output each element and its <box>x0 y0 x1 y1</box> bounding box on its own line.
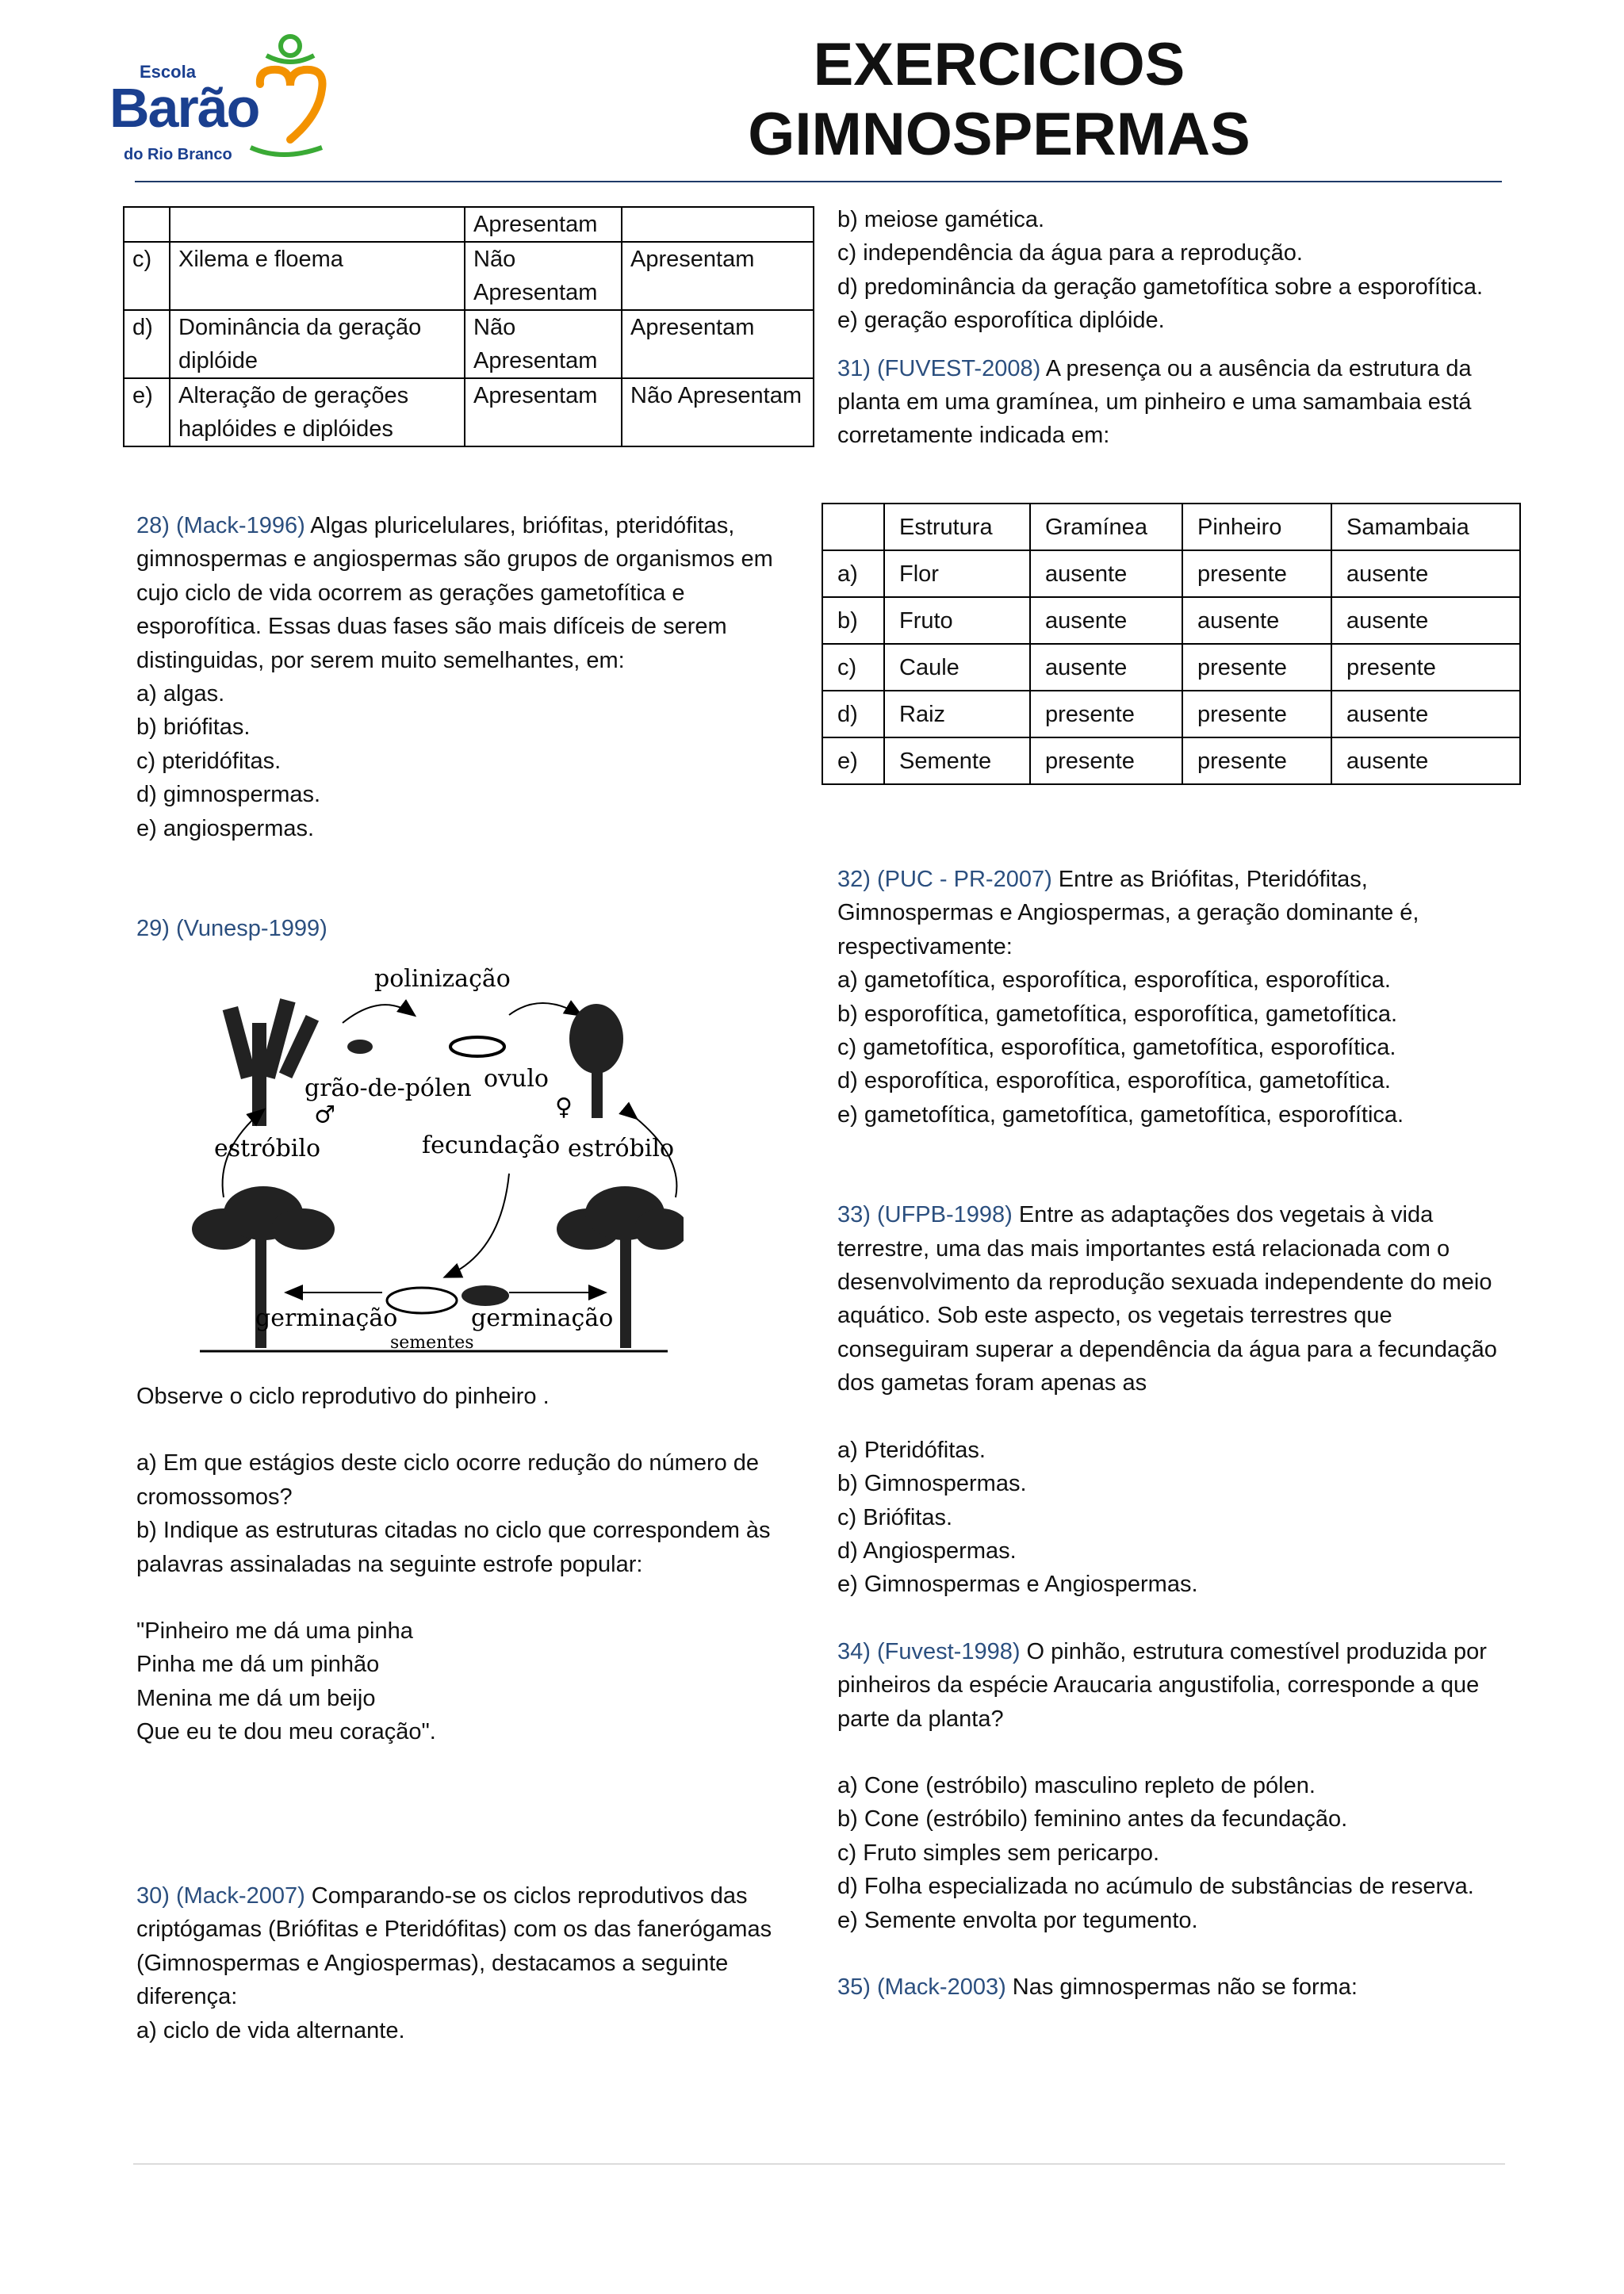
table-row <box>124 207 814 242</box>
table-row <box>124 378 814 446</box>
table-cell: e) <box>124 378 170 446</box>
logo-rio-branco-text: do Rio Branco <box>124 146 232 163</box>
question-32-option: e) gametofítica, gametofítica, gametofítica, esporofítica. <box>837 1101 1404 1128</box>
label-germinacao-right: germinação <box>471 1304 614 1332</box>
table-header-cell: Samambaia <box>1331 504 1520 550</box>
question-31-stem <box>837 352 1503 453</box>
question-28-option: e) angiospermas. <box>136 815 315 841</box>
label-sementes: sementes <box>390 1333 474 1353</box>
table-cell: Não Apresentam <box>465 310 622 378</box>
female-strobilus-icon <box>569 1004 623 1118</box>
question-32-option: a) gametofítica, esporofítica, esporofítica, esporofítica. <box>837 967 1391 994</box>
table-cell: ausente <box>1331 597 1520 644</box>
logo-escola-text: Escola <box>140 62 196 82</box>
pollination-arrow-right <box>509 1003 580 1015</box>
question-32-source: 32) (PUC - PR-2007) <box>837 867 1052 892</box>
question-34-source: 34) (Fuvest-1998) <box>837 1638 1021 1664</box>
label-ovulo: ovulo <box>484 1065 549 1093</box>
title-line-2: GIMNOSPERMAS <box>748 101 1251 168</box>
question-28-option: d) gimnospermas. <box>136 782 321 808</box>
male-symbol: ♂ <box>314 1101 335 1129</box>
table-cell: ausente <box>1331 691 1520 737</box>
table-cell: ausente <box>1182 597 1331 644</box>
table-cell: d) <box>822 691 884 737</box>
page-title <box>698 30 1300 170</box>
fertilization-arrow <box>446 1174 509 1277</box>
question-32-option: d) esporofítica, esporofítica, esporofítica, gametofítica. <box>837 1068 1391 1094</box>
school-logo <box>103 27 341 162</box>
question-34-stem <box>837 1635 1503 1736</box>
verse-line: "Pinheiro me dá uma pinha <box>136 1618 413 1645</box>
label-germinacao-left: germinação <box>255 1304 398 1332</box>
question-30-option: b) meiose gamética. <box>837 207 1045 232</box>
question-33-text: Entre as adaptações dos vegetais à vida terrestre, uma das mais importantes está relacionada com o desenvolvimento da reprodução sexuada independente do meio aquático. Sob este aspecto, os vegetais terrestres que conseguiram superar a dependência da água para a fecundação dos gametas foram apenas as <box>837 1202 1497 1396</box>
question-29-part-b: b) Indique as estruturas citadas no ciclo que correspondem às palavras assinaladas na seguinte estrofe popular: <box>136 1518 771 1577</box>
spacer <box>136 879 802 912</box>
table-cell: ausente <box>1331 737 1520 784</box>
question-32-text: Entre as Briófitas, Pteridófitas, Gimnospermas e Angiospermas, a geração dominante é, respectivamente: <box>837 867 1419 959</box>
pollination-arrow-left <box>343 1005 414 1023</box>
label-estrobilo-left: estróbilo <box>214 1135 321 1162</box>
pine-reproductive-cycle-diagram <box>176 959 684 1356</box>
question-35-text: Nas gimnospermas não se forma: <box>1005 1974 1358 2000</box>
pollen-grain-icon <box>347 1040 373 1054</box>
spacer <box>136 1413 802 1446</box>
header-divider <box>135 181 1502 182</box>
question-28-stem <box>136 509 802 677</box>
table-row <box>822 737 1520 784</box>
table-cell: b) <box>822 597 884 644</box>
question-29-source: 29) (Vunesp-1999) <box>136 916 327 942</box>
question-33-stem <box>837 1198 1503 1400</box>
table-cell: Apresentam <box>622 242 814 310</box>
question-30-option: a) ciclo de vida alternante. <box>136 2017 405 2043</box>
table-cell: presente <box>1182 644 1331 691</box>
spacer <box>136 1581 802 1614</box>
table-row <box>822 550 1520 597</box>
left-column-middle <box>136 1380 802 1749</box>
label-grao-de-polen: grão-de-pólen <box>304 1074 472 1102</box>
question-31-table <box>822 503 1521 785</box>
question-33-option: c) Briófitas. <box>837 1504 953 1530</box>
question-34-option: e) Semente envolta por tegumento. <box>837 1907 1198 1933</box>
spacer <box>837 1165 1503 1198</box>
table-cell: ausente <box>1331 550 1520 597</box>
table-cell: presente <box>1182 550 1331 597</box>
label-polinizacao: polinização <box>374 965 511 993</box>
table-cell: presente <box>1182 737 1331 784</box>
table-row <box>822 597 1520 644</box>
question-28-option: a) algas. <box>136 681 225 707</box>
table-header-row <box>822 504 1520 550</box>
verse-line: Que eu te dou meu coração". <box>136 1719 436 1745</box>
table-cell <box>170 207 465 242</box>
spacer <box>837 1736 1503 1769</box>
table-cell: ausente <box>1030 597 1182 644</box>
question-30-text: Comparando-se os ciclos reprodutivos das criptógamas (Briófitas e Pteridófitas) com os das fanerógamas (Gimnospermas e Angiospermas), destacamos a seguinte diferença: <box>136 1883 772 2010</box>
spacer <box>136 845 802 879</box>
spacer <box>837 1132 1503 1165</box>
table-row <box>822 691 1520 737</box>
table-cell: Apresentam <box>465 207 622 242</box>
table-cell: Alteração de gerações haplóides e diplóides <box>170 378 465 446</box>
title-line-1: EXERCICIOS <box>813 31 1185 98</box>
question-34-option: a) Cone (estróbilo) masculino repleto de pólen. <box>837 1772 1316 1798</box>
right-column-top <box>837 203 1503 453</box>
question-30-stem <box>136 1879 802 2014</box>
table-cell <box>124 207 170 242</box>
table-header-cell: Estrutura <box>884 504 1030 550</box>
right-column-bottom <box>837 863 1503 2004</box>
question-30-option: c) independência da água para a reprodução. <box>837 240 1303 266</box>
question-32-stem <box>837 863 1503 963</box>
table-cell: c) <box>822 644 884 691</box>
verse-line: Pinha me dá um pinhão <box>136 1652 380 1678</box>
table-row <box>124 242 814 310</box>
question-28-source: 28) (Mack-1996) <box>136 513 305 538</box>
table-header-cell <box>822 504 884 550</box>
table-cell: presente <box>1331 644 1520 691</box>
table-cell: presente <box>1030 691 1182 737</box>
table-cell: Raiz <box>884 691 1030 737</box>
question-32-option: b) esporofítica, gametofítica, esporofítica, gametofítica. <box>837 1001 1398 1027</box>
table-cell: ausente <box>1030 644 1182 691</box>
question-33-option: a) Pteridófitas. <box>837 1437 986 1463</box>
question-31-text: A presença ou a ausência da estrutura da planta em uma gramínea, um pinheiro e uma samambaia está corretamente indicada em: <box>837 355 1472 449</box>
spacer <box>837 1400 1503 1434</box>
table-cell: Apresentam <box>622 310 814 378</box>
spacer <box>837 1602 1503 1635</box>
table-cell <box>622 207 814 242</box>
table-cell: Xilema e floema <box>170 242 465 310</box>
table-cell: ausente <box>1030 550 1182 597</box>
table-cell: a) <box>822 550 884 597</box>
verse-line: Menina me dá um beijo <box>136 1685 376 1711</box>
label-fecundacao: fecundação <box>422 1132 561 1159</box>
question-28-option: c) pteridófitas. <box>136 748 282 774</box>
spacer <box>837 1937 1503 1970</box>
question-34-option: b) Cone (estróbilo) feminino antes da fecundação. <box>837 1806 1348 1833</box>
table-cell: d) <box>124 310 170 378</box>
question-33-option: b) Gimnospermas. <box>837 1471 1027 1497</box>
question-34-text: O pinhão, estrutura comestível produzida por pinheiros da espécie Araucaria angustifolia, corresponde a que parte da planta? <box>837 1638 1487 1732</box>
table-cell: Fruto <box>884 597 1030 644</box>
label-estrobilo-right: estróbilo <box>568 1135 675 1162</box>
table-cell: Caule <box>884 644 1030 691</box>
question-34-option: c) Fruto simples sem pericarpo. <box>837 1840 1160 1866</box>
question-35-stem <box>837 1970 1503 2004</box>
question-30-option: d) predominância da geração gametofítica sobre a esporofítica. <box>837 274 1484 300</box>
question-33-option: d) Angiospermas. <box>837 1538 1017 1564</box>
question-28-option: b) briófitas. <box>136 714 251 741</box>
table-cell: Dominância da geração diplóide <box>170 310 465 378</box>
question-29-intro: Observe o ciclo reprodutivo do pinheiro . <box>136 1384 550 1409</box>
question-32-option: c) gametofítica, esporofítica, gametofítica, esporofítica. <box>837 1035 1396 1061</box>
table-header-cell: Gramínea <box>1030 504 1182 550</box>
table-header-cell: Pinheiro <box>1182 504 1331 550</box>
table-cell: presente <box>1030 737 1182 784</box>
spacer <box>837 338 1503 352</box>
question-30-option: e) geração esporofítica diplóide. <box>837 308 1165 334</box>
table-cell: c) <box>124 242 170 310</box>
table-row <box>124 310 814 378</box>
question-33-source: 33) (UFPB-1998) <box>837 1202 1013 1228</box>
question-35-source: 35) (Mack-2003) <box>837 1974 1006 2000</box>
male-strobilus-icon <box>223 998 319 1126</box>
ovule-icon <box>450 1037 504 1056</box>
table-row <box>822 644 1520 691</box>
question-34-option: d) Folha especializada no acúmulo de substâncias de reserva. <box>837 1874 1474 1900</box>
seed-icon <box>462 1285 509 1306</box>
question-29-part-a: a) Em que estágios deste ciclo ocorre redução do número de cromossomos? <box>136 1450 760 1510</box>
table-cell: Flor <box>884 550 1030 597</box>
question-27-table <box>123 206 814 447</box>
table-cell: e) <box>822 737 884 784</box>
table-cell: Não Apresentam <box>465 242 622 310</box>
question-30-source: 30) (Mack-2007) <box>136 1883 305 1909</box>
question-33-option: e) Gimnospermas e Angiospermas. <box>837 1572 1198 1598</box>
question-31-source: 31) (FUVEST-2008) <box>837 355 1041 381</box>
left-column-bottom <box>136 1879 802 2047</box>
table-cell: Apresentam <box>465 378 622 446</box>
table-cell: presente <box>1182 691 1331 737</box>
left-column-top <box>136 509 802 945</box>
logo-barao-text: Barão <box>109 77 259 139</box>
footer-divider <box>133 2163 1505 2165</box>
table-cell: Semente <box>884 737 1030 784</box>
question-28-text: Algas pluricelulares, briófitas, pteridófitas, gimnospermas e angiospermas são grupos de organismos em cujo ciclo de vida ocorrem as gerações gametofítica e esporofítica. Essas duas fases são mais difíceis de serem distinguidas, por serem muito semelhantes, em: <box>136 513 773 673</box>
logo-heart-icon <box>243 29 338 163</box>
female-symbol: ♀ <box>555 1093 573 1121</box>
table-cell: Não Apresentam <box>622 378 814 446</box>
